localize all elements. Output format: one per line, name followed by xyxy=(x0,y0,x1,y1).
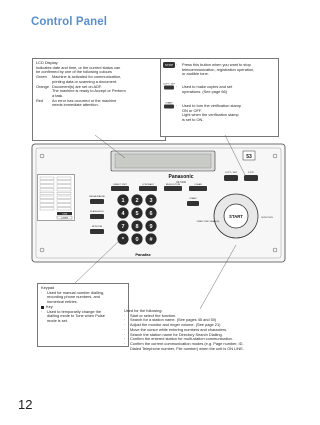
svg-text:53: 53 xyxy=(246,154,252,160)
svg-text:CONTRAST: CONTRAST xyxy=(141,184,155,186)
svg-text:FLASH/HOLD: FLASH/HOLD xyxy=(90,211,104,213)
copy-set-description: · Used to make copies and set operations. (See page 66) xyxy=(176,84,233,94)
keypad-key-label: 2 xyxy=(135,198,139,204)
svg-text:TONE: TONE xyxy=(61,213,68,216)
one-touch-key xyxy=(40,207,54,210)
svg-text:COPY / SET: COPY / SET xyxy=(163,83,175,86)
keypad-key-label: 7 xyxy=(121,224,125,230)
contrast-button xyxy=(139,186,157,191)
redial-pause-button xyxy=(90,199,104,204)
keypad-key-label: 9 xyxy=(149,224,153,230)
svg-text:COPY / SET: COPY / SET xyxy=(224,172,238,174)
svg-text:CLEAR: CLEAR xyxy=(194,184,202,186)
panafax-logo: Panafax xyxy=(135,252,151,257)
keypad-key-label: * xyxy=(121,237,125,243)
svg-text:STOP: STOP xyxy=(248,172,254,174)
clear-button xyxy=(189,186,207,191)
one-touch-key xyxy=(40,177,54,180)
one-touch-key xyxy=(57,207,71,210)
model-label: UF-5100 xyxy=(175,181,187,184)
flash-hold-button xyxy=(90,214,104,219)
svg-text:DIRECT XMT: DIRECT XMT xyxy=(113,184,127,186)
page-title: Control Panel xyxy=(31,16,108,28)
one-touch-key xyxy=(57,196,71,199)
keypad-heading: Keypad xyxy=(41,285,55,290)
one-touch-key xyxy=(57,188,71,191)
one-touch-key xyxy=(57,177,71,180)
copy-set-button xyxy=(224,175,238,181)
svg-text:MONITOR: MONITOR xyxy=(91,226,103,228)
svg-text:FUNCTION: FUNCTION xyxy=(261,217,273,219)
page-number: 12 xyxy=(18,397,33,412)
one-touch-key xyxy=(40,185,54,188)
keypad-key-label: 8 xyxy=(135,224,139,230)
lcd-display-callout xyxy=(32,58,166,141)
one-touch-key xyxy=(57,204,71,207)
one-touch-key xyxy=(40,196,54,199)
stamp-button xyxy=(187,201,199,206)
svg-text:RESOLUTION: RESOLUTION xyxy=(165,184,181,186)
one-touch-key xyxy=(40,192,54,195)
stop-description: · Press this button when you want to stop telecommunication, registration operation, or audible tone. xyxy=(176,62,255,77)
svg-text:LOWER: LOWER xyxy=(60,217,69,220)
keypad-key-label: 5 xyxy=(135,211,139,217)
svg-text:DIRECTORY SEARCH: DIRECTORY SEARCH xyxy=(196,221,220,223)
one-touch-key xyxy=(57,200,71,203)
one-touch-key xyxy=(40,181,54,184)
buttons-callout xyxy=(160,58,279,137)
keypad-key-label: 0 xyxy=(135,237,139,243)
keypad-key-label: 3 xyxy=(149,198,153,204)
one-touch-key xyxy=(57,185,71,188)
brand-logo: Panasonic xyxy=(168,174,194,180)
keypad-callout: Keypad · Used for manual number dialling, recording phone numbers, and numerical entries. Key · Used to temporarily change the dialling mode to Tone when Pulse mode is set. xyxy=(37,283,129,347)
stop-button-icon xyxy=(163,62,175,68)
one-touch-key xyxy=(40,200,54,203)
one-touch-key xyxy=(40,188,54,191)
one-touch-key xyxy=(57,192,71,195)
lcd-entry-red: Red An error has occurred or the machine needs immediate attention. xyxy=(36,97,117,108)
stamp-button-icon xyxy=(163,101,175,109)
stamp-description: · Used to turn the verification stamp ON or OFF. Light when the verification stamp is set to ON. xyxy=(176,103,242,123)
one-touch-keys xyxy=(37,174,75,221)
svg-text:STAMP: STAMP xyxy=(189,198,197,200)
keypad-key-label: 6 xyxy=(149,211,153,217)
svg-text:STOP: STOP xyxy=(164,63,174,68)
copy-set-button-icon xyxy=(163,82,175,90)
lcd-heading: LCD Display xyxy=(36,60,58,65)
keypad-key-label: 1 xyxy=(121,198,125,204)
function-description: Used for the following: · Start or select the function. · Search for a station name. (See pages 45 and 50) · Adjust the monitor and ringer volume. (See page 21) · Move the cursor while entering numbers and characters. · Search the station name for Directory Search Dialling. · Confirm the entered station for multi-station communication. · Confirm the current communication modes (e.g. Page number, ID, Dialed Telephone number, File number) when the unit is ON LINE. xyxy=(124,308,244,351)
monitor-button xyxy=(90,229,104,234)
lcd-intro-2: be confirmed by one of the following colours xyxy=(36,69,112,75)
svg-text:START: START xyxy=(229,214,243,219)
stop-button xyxy=(244,175,258,181)
lcd-intro-1: Indicates date and time, or the current status can xyxy=(36,64,121,70)
svg-text:STAMP: STAMP xyxy=(165,102,173,105)
svg-text:REDIAL/PAUSE: REDIAL/PAUSE xyxy=(89,196,105,198)
resolution-button xyxy=(164,186,182,191)
one-touch-key xyxy=(57,181,71,184)
lcd-entry-orange: Orange Document(s) are set on ADF. The machine is ready to Accept or Perform a task. xyxy=(36,83,126,98)
lcd-entry-green: Green Machine is activated for communication, printing data or scanning a document. xyxy=(36,74,122,84)
direct-xmt-button xyxy=(111,186,129,191)
one-touch-key xyxy=(40,204,54,207)
keypad-key-label: # xyxy=(149,237,153,243)
keypad-key-label: 4 xyxy=(121,211,125,217)
key-line: Key xyxy=(41,305,125,310)
